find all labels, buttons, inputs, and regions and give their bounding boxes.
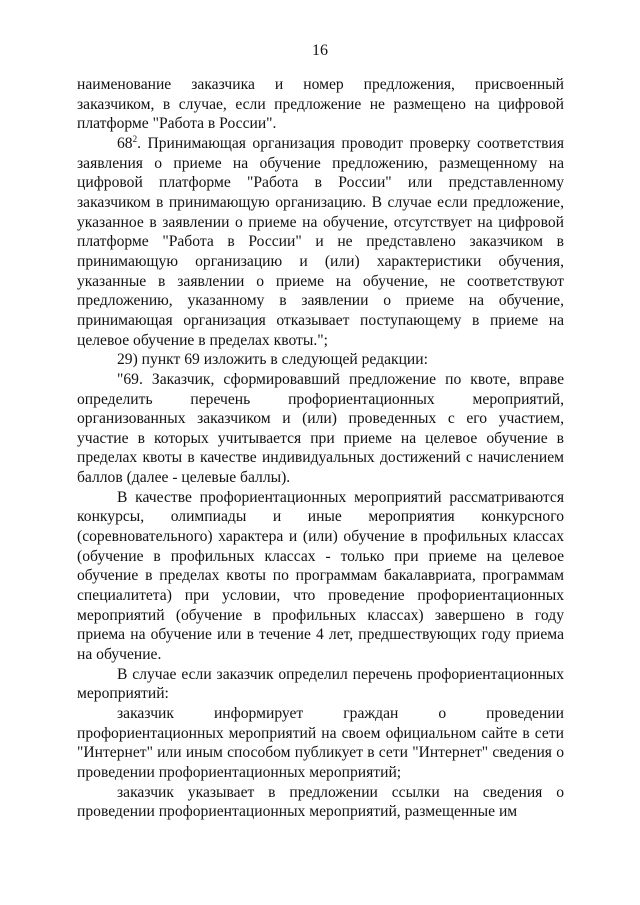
paragraph-continuation: наименование заказчика и номер предложения, присвоенный заказчиком, в случае, если предложение не размещено на цифровой платформе "Работа в России". <box>77 76 564 133</box>
paragraph-activities-condition: В случае если заказчик определил перечень профориентационных мероприятий: <box>77 665 564 703</box>
document-body <box>77 75 564 822</box>
paragraph-clause-69: "69. Заказчик, сформировавший предложение по квоте, вправе определить перечень профориентационных мероприятий, организованных заказчиком и (или) проведенных с его участием, участие в которых учитывается при приеме на целевое обучение в пределах квоты в качестве индивидуальных достижений с начислением баллов (далее - целевые баллы). <box>77 370 564 487</box>
clause-number: 68 <box>117 134 133 152</box>
paragraph-clause-68-2 <box>77 134 564 350</box>
paragraph-item-29: 29) пункт 69 изложить в следующей редакции: <box>117 351 428 369</box>
paragraph-activities-definition: В качестве профориентационных мероприятий рассматриваются конкурсы, олимпиады и иные мероприятия конкурсного (соревновательного) характера и (или) обучение в профильных классах (обучение в профильных классах - только при приеме на целевое обучение в пределах квоты по программам бакалавриата, программам специалитета) при условии, что проведение профориентационных мероприятий (обучение в профильных классах) завершено в году приема на обучение или в течение 4 лет, предшествующих году приема на обучение. <box>77 488 564 664</box>
clause-text: . Принимающая организация проводит проверку соответствия заявления о приеме на обучение предложению, размещенному на цифровой платформе "Работа в России" или представленному заказчиком в принимающую организацию. В случае если предложение, указанное в заявлении о приеме на обучение, отсутствует на цифровой платформе "Работа в России" и не представлено заказчиком в принимающую организацию и (или) характеристики обучения, указанные в заявлении о приеме на обучение, не соответствуют предложению, указанному в заявлении о приеме на обучение, принимающая организация отказывает поступающему в приеме на целевое обучение в пределах квоты."; <box>77 134 564 349</box>
paragraph-customer-specifies: заказчик указывает в предложении ссылки на сведения о проведении профориентационных мероприятий, размещенные им <box>77 783 564 821</box>
page-number: 16 <box>312 42 328 59</box>
clause-superscript: 2 <box>132 133 138 144</box>
paragraph-customer-informs: заказчик информирует граждан о проведении профориентационных мероприятий на своем официальном сайте в сети "Интернет" или иным способом публикует в сети "Интернет" сведения о проведении профориентационных мероприятий; <box>77 705 564 781</box>
